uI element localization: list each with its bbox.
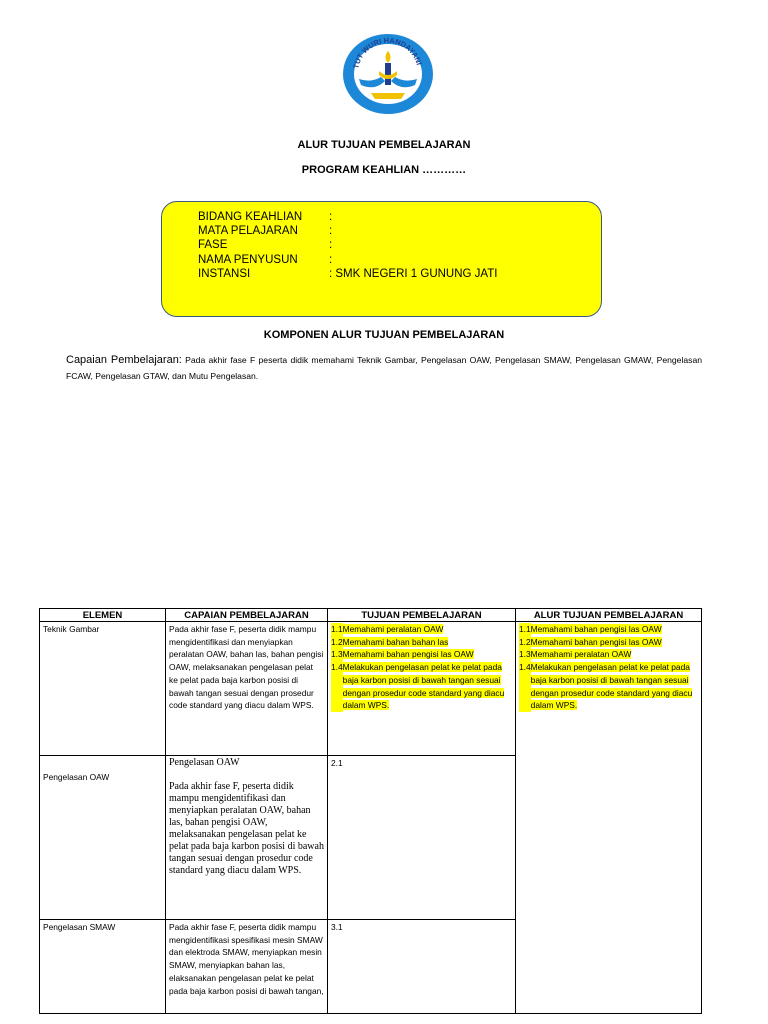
program-title: PROGRAM KEAHLIAN …………: [301, 164, 467, 176]
capaian-cell: [166, 756, 328, 920]
tujuan-text: Memahami peralatan OAW: [342, 624, 444, 634]
capaian-text: Pada akhir fase F peserta didik memahami Teknik Gambar, Pengelasan OAW, Pengelasan SMAW, Pengelasan GMAW, Pengelasan FCAW, Pengelasan GTAW, dan Mutu Pengelasan.: [66, 355, 703, 381]
table-header-row: [40, 609, 702, 622]
info-label: INSTANSI: [198, 268, 251, 280]
info-label: FASE: [198, 239, 228, 251]
tujuan-item: [331, 661, 512, 712]
info-value: : SMK NEGERI 1 GUNUNG JATI: [329, 268, 498, 280]
tujuan-number: 1.1: [331, 624, 343, 634]
tujuan-text: Memahami bahan pengisi las OAW: [342, 649, 474, 660]
atp-table: [39, 608, 702, 1014]
tujuan-cell: 3.1: [328, 920, 516, 1014]
tut-wuri-handayani-logo: [341, 33, 435, 115]
alur-number: 1.3: [519, 649, 531, 660]
header-capaian: CAPAIAN PEMBELAJARAN: [166, 609, 328, 622]
komponen-title: KOMPONEN ALUR TUJUAN PEMBELAJARAN: [263, 329, 505, 341]
elemen-cell: Pengelasan SMAW: [40, 920, 166, 1014]
header-elemen: ELEMEN: [40, 609, 166, 622]
elemen-text: Pengelasan OAW: [43, 772, 110, 782]
capaian-cell-title: Pengelasan OAW: [169, 757, 240, 768]
tujuan-cell: [328, 622, 516, 756]
document-title: ALUR TUJUAN PEMBELAJARAN: [297, 139, 471, 151]
capaian-cell: Pada akhir fase F, peserta didik mampu mengidentifikasi spesifikasi mesin SMAW dan elektroda SMAW, menyiapkan mesin SMAW, menyiapkan bahan las, elaksanakan pengelasan pelat ke pelat pada baja karbon posisi di bawah tangan,: [166, 920, 328, 1014]
tujuan-item: [331, 648, 512, 661]
tujuan-text: Memahami bahan bahan las: [342, 636, 449, 647]
elemen-cell: Teknik Gambar: [40, 622, 166, 756]
capaian-paragraph: [66, 352, 702, 384]
header-tujuan: TUJUAN PEMBELAJARAN: [328, 609, 516, 622]
info-label: MATA PELAJARAN: [198, 225, 298, 237]
elemen-cell: [40, 756, 166, 920]
tujuan-item: [331, 623, 512, 636]
capaian-cell-text: Pada akhir fase F, peserta didik mampu mengidentifikasi dan menyiapkan peralatan OAW, bahan las, bahan pengisi OAW, melaksanakan pengelasan pelat ke pelat pada baja karbon posisi di bawah tangan sesuai dengan prosedur code standard yang diacu dalam WPS.: [169, 781, 324, 876]
alur-text: Memahami peralatan OAW: [530, 649, 632, 660]
alur-number: 1.4: [519, 661, 531, 712]
info-value: :: [329, 225, 333, 237]
info-value: :: [329, 211, 333, 223]
info-label: BIDANG KEAHLIAN: [198, 211, 303, 223]
alur-number: 1.2: [519, 636, 531, 647]
alur-item: [519, 648, 698, 661]
alur-text: Memahami bahan pengisi las OAW: [530, 636, 662, 647]
table-row: [40, 622, 702, 756]
capaian-cell: Pada akhir fase F, peserta didik mampu mengidentifikasi dan menyiapkan peralatan OAW, bahan las, bahan pengisi OAW, melaksanakan pengelasan pelat ke pelat pada baja karbon posisi di bawah tangan sesuai dengan prosedur code standard yang diacu dalam WPS.: [166, 622, 328, 756]
tujuan-number: 1.4: [331, 661, 343, 712]
alur-text: Memahami bahan pengisi las OAW: [530, 624, 662, 634]
logo-arc-text: TUT WURI HANDAYANI: [351, 35, 424, 70]
alur-cell: [516, 622, 702, 1014]
tujuan-number: 1.2: [331, 636, 343, 647]
alur-number: 1.1: [519, 624, 531, 634]
alur-item: [519, 661, 698, 712]
info-label: NAMA PENYUSUN: [198, 254, 298, 266]
alur-text: Melakukan pengelasan pelat ke pelat pada baja karbon posisi di bawah tangan sesuai dengan prosedur code standard yang diacu dalam WPS.: [530, 662, 693, 711]
tujuan-number: 1.3: [331, 649, 343, 660]
tujuan-item: [331, 636, 512, 649]
alur-item: [519, 636, 698, 649]
tujuan-text: Melakukan pengelasan pelat ke pelat pada baja karbon posisi di bawah tangan sesuai dengan prosedur code standard yang diacu dalam WPS.: [342, 662, 505, 711]
info-value: :: [329, 239, 333, 251]
info-box: [161, 201, 602, 317]
tujuan-cell: 2.1: [328, 756, 516, 920]
capaian-label: Capaian Pembelajaran:: [66, 354, 182, 366]
header-alur: ALUR TUJUAN PEMBELAJARAN: [516, 609, 702, 622]
alur-item: [519, 623, 698, 636]
info-value: :: [329, 254, 333, 266]
